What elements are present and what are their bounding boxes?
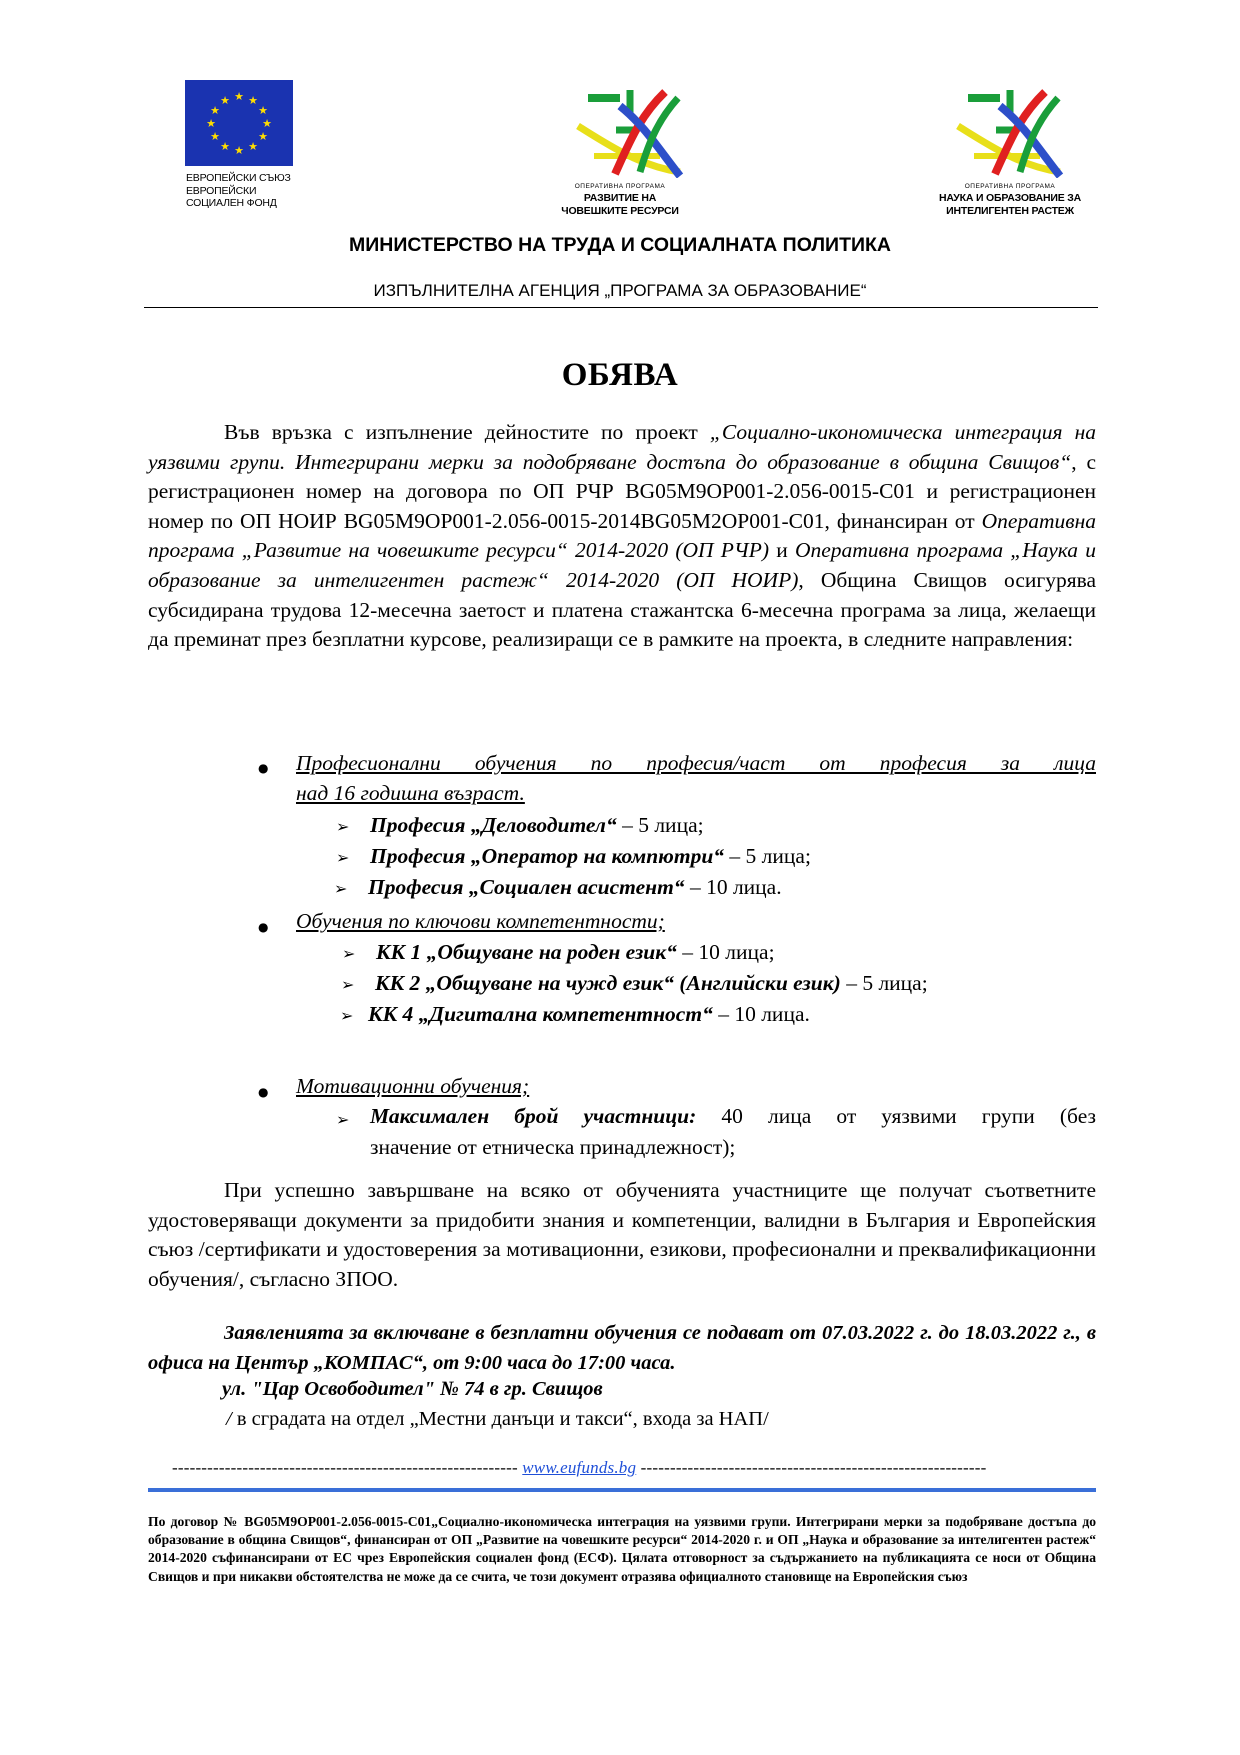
intro-paragraph [148,418,1096,655]
arrow-bullet-icon: ➢ [336,848,350,867]
office-location: / в сградата на отдел „Местни данъци и такси“, входа за НАП/ [226,1408,769,1430]
section-heading-key-competences: Обучения по ключови компетентности; [296,909,665,933]
agency-heading: ИЗПЪЛНИТЕЛНА АГЕНЦИЯ „ПРОГРАМА ЗА ОБРАЗОВАНИЕ“ [373,281,867,300]
svg-text:★: ★ [206,117,216,130]
svg-text:★: ★ [248,140,258,153]
svg-text:★: ★ [220,94,230,107]
intro-text-1: Във връзка с изпълнение дейностите по проект [224,420,710,444]
program-name-1: Оперативна програма „Развитие на човешките ресурси“ 2014-2020 (ОП РЧР) [148,508,1096,563]
application-deadline: Заявленията за включване в безплатни обучения се подават от 07.03.2022 г. до 18.03.2022 г., в офиса на Център „КОМПАС“, от 9:00 часа до 17:00 часа. [148,1322,1096,1374]
arrow-bullet-icon: ➢ [336,817,350,836]
program-name-2: Оперативна програма „Наука и образование за интелигентен растеж“ 2014-2020 (ОП НОИР) [148,538,1097,592]
svg-text:★: ★ [262,117,272,130]
intro-text-3: , Община Свищов осигурява субсидирана трудова 12-месечна заетост и платена стажантска 6-месечна програма за лица, желаещи да преминат през безплатни курсове, реализиращи се в рамките на проекта, в следните направления: [148,567,1096,652]
footer-divider [148,1488,1096,1492]
arrow-bullet-icon: ➢ [340,1006,354,1025]
hr-logo-small: ОПЕРАТИВНА ПРОГРАМА [574,183,666,190]
list-item: ➢ КК 4 „Дигитална компетентност“ – 10 лица. [340,1002,810,1026]
svg-text:★: ★ [234,90,244,103]
section-heading-professional-cont: над 16 годишна възраст. [296,781,525,805]
arrow-bullet-icon: ➢ [342,944,356,963]
svg-text:★: ★ [234,144,244,157]
bullet-icon: ● [258,920,269,934]
project-name: „Социално-икономическа интеграция на уязвими групи. Интегрирани мерки за подобряване достъпа до образование в община Свищов“ [148,420,1096,474]
ministry-heading: МИНИСТЕРСТВО НА ТРУДА И СОЦИАЛНАТА ПОЛИТИКА [348,234,891,256]
website-line [172,1458,986,1478]
svg-text:★: ★ [220,140,230,153]
list-item: ➢ Професия „Оператор на компютри“ – 5 лица; [336,844,811,868]
list-item: ➢ КК 2 „Общуване на чужд език“ (Английски език) – 5 лица; [341,971,928,995]
arrow-bullet-icon: ➢ [341,975,355,994]
section-heading-motivational: Мотивационни обучения; [296,1074,530,1098]
bullet-icon: ● [258,1085,269,1099]
eu-logo [185,80,295,220]
hr-program-logo [540,86,700,221]
bullet-icon: ● [258,761,269,775]
arrow-bullet-icon: ➢ [334,879,348,898]
dashes-right: ----------------------------------------------------------- [640,1458,987,1477]
edu-program-logo [920,86,1100,226]
page-title: ОБЯВА [561,357,679,393]
footer-disclaimer: По договор № BG05M9OP001-2.056-0015-C01„Социално-икономическа интеграция на уязвими групи. Интегрирани мерки за подобряване достъпа до образование в община Свищов“, финансиран от ОП „Развитие на човешките ресурси“ 2014-2020 г. и ОП „Наука и образование за интелигентен растеж“ 2014-2020 съфинансирани от ЕС чрез Европейския социален фонд (ЕСФ). Цялата отговорност за съдържанието на публикацията се носи от Община Свищов и при никакви обстоятелства не може да се счита, че този документ отразява официалното становище на Европейския съюз [148,1514,1096,1584]
list-item: ➢ Професия „Социален асистент“ – 10 лица. [334,875,782,899]
svg-text:★: ★ [258,130,268,143]
intro-text-2: , с регистрационен номер на договора по ОП РЧР BG05M9OP001-2.056-0015-C01 и регистрационен номер по ОП НОИР BG05M9OP001-2.056-0015-2014BG05M2OP001-C01, финансиран от [148,449,1096,533]
dashes-left: ----------------------------------------------------------- [172,1458,518,1477]
svg-text:★: ★ [248,94,258,107]
svg-text:★: ★ [210,104,220,117]
list-item: ➢ Професия „Деловодител“ – 5 лица; [336,813,704,837]
completion-paragraph: При успешно завършване на всяко от обученията участниците ще получат съответните удостоверяващи документи за придобити знания и компетенции, валидни в България и Европейския съюз /сертификати и удостоверения за мотивационни, езикови, професионални и преквалификационни обучения/, съгласно ЗПОО. [148,1178,1096,1291]
eufunds-link[interactable]: www.eufunds.bg [522,1458,637,1477]
program-emblem-icon [940,86,1080,178]
hr-logo-text: РАЗВИТИЕ НА ЧОВЕШКИТЕ РЕСУРСИ [561,192,679,217]
eu-flag-icon [185,80,293,166]
list-item-cont: значение от етническа принадлежност); [370,1135,736,1159]
edu-logo-small: ОПЕРАТИВНА ПРОГРАМА [964,183,1056,190]
intro-and: и [769,538,795,563]
svg-text:★: ★ [258,104,268,117]
list-item: ➢ КК 1 „Общуване на роден език“ – 10 лица; [342,940,775,964]
arrow-bullet-icon: ➢ [336,1110,350,1129]
section-heading-professional: Професионални обучения по професия/част от професия за лица [296,751,1096,775]
eu-logo-text: ЕВРОПЕЙСКИ СЪЮЗ ЕВРОПЕЙСКИ СОЦИАЛЕН ФОНД [186,172,291,209]
office-address: ул. "Цар Освободител" № 74 в гр. Свищов [222,1378,603,1400]
svg-text:★: ★ [210,130,220,143]
program-emblem-icon [560,86,700,178]
header-divider [144,307,1098,308]
list-item: Максимален брой участници: 40 лица от уязвими групи (без [370,1104,1097,1128]
edu-logo-text: НАУКА И ОБРАЗОВАНИЕ ЗА ИНТЕЛИГЕНТЕН РАСТЕЖ [938,192,1082,217]
